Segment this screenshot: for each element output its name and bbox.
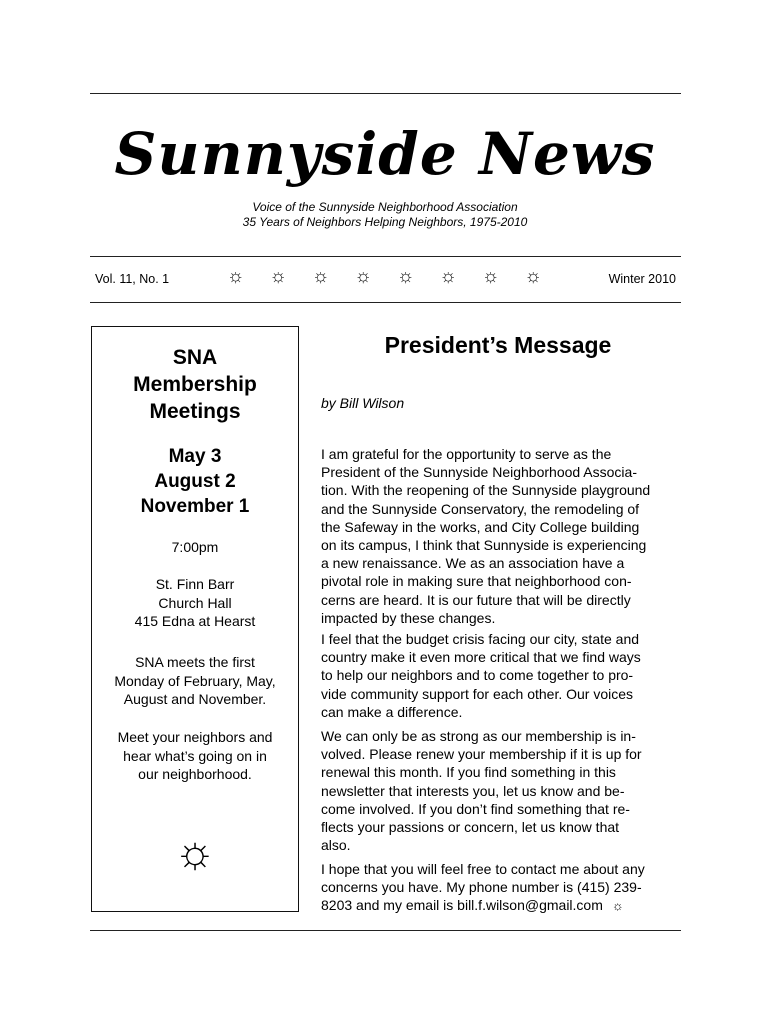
article-paragraph (321, 445, 683, 627)
sun-icon: ☼ (524, 266, 542, 287)
article-paragraph (321, 860, 683, 916)
header-rule-bottom (90, 302, 681, 303)
location-line: Church Hall (158, 594, 232, 611)
text-line (321, 896, 683, 915)
article-paragraph (321, 630, 683, 721)
meetings-sidebar (91, 326, 299, 912)
meeting-date: November 1 (140, 496, 250, 517)
schedule-line: SNA meets the first (135, 654, 255, 670)
text-line: vide community support for each other. Our voices (321, 685, 634, 702)
bottom-rule (90, 930, 681, 931)
sun-icon: ☼ (397, 266, 415, 287)
text-line: a new renaissance. We as an association have a (321, 555, 625, 572)
sun-icon: ☼ (482, 266, 500, 287)
sun-icon: ☼ (312, 266, 330, 287)
invite-line: Meet your neighbors and (117, 729, 273, 745)
text-line: President of the Sunnyside Neighborhood Associa- (321, 464, 637, 481)
text-line: the Safeway in the works, and City College building (321, 518, 640, 535)
invite-line: hear what’s going on in (123, 747, 267, 764)
text-line: volved. Please renew your membership if it is up for (321, 746, 642, 763)
text-line: come involved. If you don’t find something that re- (321, 800, 630, 817)
meeting-schedule (92, 653, 298, 709)
text-line: I am grateful for the opportunity to serve as the (321, 446, 612, 462)
text-line: also. (321, 837, 351, 854)
text-line: country make it even more critical that we find ways (321, 649, 641, 666)
text-line: flects your passions or concern, let us know that (321, 819, 620, 836)
top-rule (90, 93, 681, 94)
text-line: We can only be as strong as our membership is in- (321, 728, 636, 744)
sidebar-title-line: SNA (172, 346, 218, 369)
text-line: can make a difference. (321, 703, 463, 720)
meeting-invite (92, 728, 298, 784)
invite-line: our neighborhood. (138, 766, 252, 782)
header-rule-top (90, 256, 681, 257)
article-byline: by Bill Wilson (321, 395, 405, 411)
meeting-dates (92, 444, 298, 519)
sidebar-title (92, 344, 298, 425)
text-line: concerns you have. My phone number is (415) 239- (321, 879, 642, 896)
text-line: I hope that you will feel free to contact me about any (321, 861, 645, 877)
text-line: cerns are heard. It is our future that will be directly (321, 591, 631, 608)
masthead-subtitle: Voice of the Sunnyside Neighborhood Association (252, 200, 518, 214)
text-line: pivotal role in making sure that neighborhood con- (321, 573, 632, 590)
text-line: I feel that the budget crisis facing our city, state and (321, 631, 640, 647)
masthead-title: Sunnyside News (114, 120, 656, 188)
article-paragraph (321, 727, 683, 854)
sun-icon: ☼ (354, 266, 372, 287)
meeting-date: May 3 (168, 446, 222, 467)
location-line: 415 Edna at Hearst (134, 613, 256, 629)
issue-date: Winter 2010 (608, 272, 676, 286)
sun-icon: ☼ (227, 266, 245, 287)
sun-icon: ☼ (439, 266, 457, 287)
text-line: tion. With the reopening of the Sunnyside playground (321, 482, 651, 499)
masthead-tagline: 35 Years of Neighbors Helping Neighbors, 1975-2010 (242, 215, 528, 229)
sun-icon: ☼ (269, 266, 287, 287)
text-segment: 8203 and my email is bill.f.wilson@gmail.com (321, 897, 603, 914)
location-line: St. Finn Barr (155, 576, 235, 592)
meeting-time: 7:00pm (171, 539, 219, 555)
text-line: renewal this month. If you find something in this (321, 764, 616, 781)
sidebar-title-line: Meetings (149, 400, 241, 423)
meeting-location (92, 575, 298, 631)
text-line: to help our neighbors and to come together to pro- (321, 667, 634, 684)
meeting-date: August 2 (154, 471, 236, 492)
sun-icon: ☼ (611, 898, 624, 914)
schedule-line: August and November. (123, 691, 267, 707)
volume-number: Vol. 11, No. 1 (95, 272, 170, 286)
sidebar-title-line: Membership (133, 373, 257, 396)
text-line: newsletter that interests you, let us know and be- (321, 782, 625, 799)
schedule-line: Monday of February, May, (114, 672, 276, 689)
text-line: on its campus, I think that Sunnyside is experiencing (321, 537, 647, 554)
article-title: President’s Message (384, 332, 612, 358)
text-line: impacted by these changes. (321, 609, 496, 626)
sun-icon: ☼ (173, 825, 217, 877)
text-line: and the Sunnyside Conservatory, the remodeling of (321, 500, 640, 517)
